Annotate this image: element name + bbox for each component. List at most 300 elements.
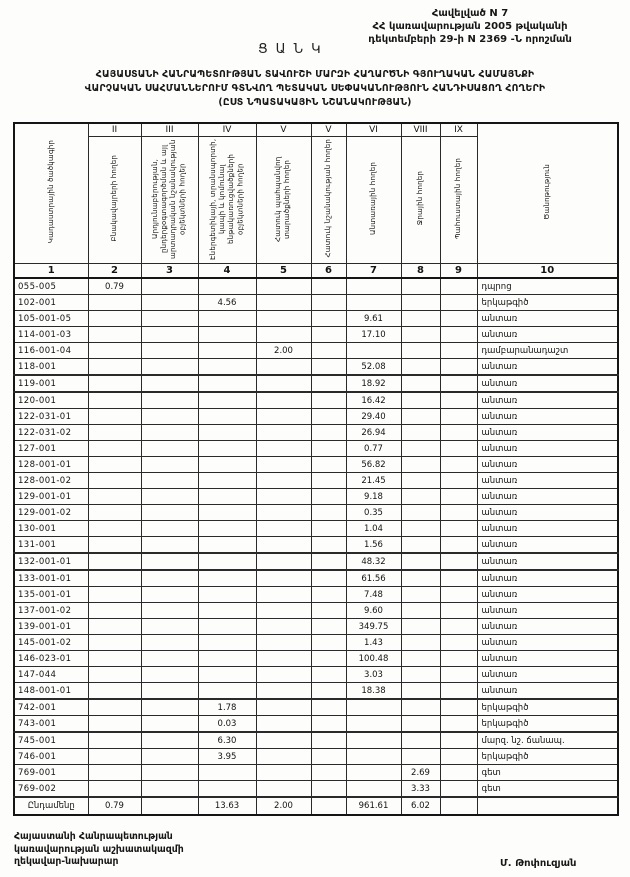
area-value-cell <box>440 716 477 733</box>
table-row <box>14 749 618 765</box>
area-value-cell <box>88 667 141 683</box>
area-value-cell <box>141 537 198 554</box>
area-value-cell <box>198 473 256 489</box>
area-value-cell <box>311 425 346 441</box>
area-value-cell <box>141 392 198 409</box>
area-value-cell <box>440 457 477 473</box>
table-row <box>14 781 618 798</box>
cadastral-code-cell: 129-001-01 <box>14 489 88 505</box>
note-cell: անտառ <box>477 457 618 473</box>
area-value-cell <box>88 699 141 716</box>
note-cell: անտառ <box>477 473 618 489</box>
area-value-cell <box>141 327 198 343</box>
total-value-cell: 0.79 <box>88 797 141 815</box>
area-value-cell <box>401 473 440 489</box>
note-cell: երկաթգիծ <box>477 716 618 733</box>
area-value-cell <box>401 278 440 295</box>
cadastral-code-cell: 145-001-02 <box>14 635 88 651</box>
area-value-cell <box>198 619 256 635</box>
area-value-cell <box>256 732 311 749</box>
area-value-cell <box>401 521 440 537</box>
area-value-cell <box>141 553 198 570</box>
area-value-cell: 3.03 <box>346 667 401 683</box>
cadastral-code-cell: 055-005 <box>14 278 88 295</box>
signatory-name: Մ. Թոփուզյան <box>500 858 577 869</box>
col-header-9-label: Պահուստային հողեր <box>453 158 462 239</box>
note-cell: անտառ <box>477 521 618 537</box>
area-value-cell: 7.48 <box>346 587 401 603</box>
col-header-8 <box>401 137 440 264</box>
column-number-9: 9 <box>440 264 477 279</box>
column-number-2: 2 <box>88 264 141 279</box>
roman-numeral-col-9: IX <box>440 123 477 137</box>
area-value-cell: 48.32 <box>346 553 401 570</box>
area-value-cell <box>198 409 256 425</box>
area-value-cell <box>311 732 346 749</box>
column-number-7: 7 <box>346 264 401 279</box>
area-value-cell <box>256 537 311 554</box>
total-label: Ընդամենը <box>14 797 88 815</box>
col-header-2 <box>88 137 141 264</box>
cadastral-code-cell: 746-001 <box>14 749 88 765</box>
area-value-cell <box>440 553 477 570</box>
area-value-cell <box>311 587 346 603</box>
column-number-10: 10 <box>477 264 618 279</box>
area-value-cell <box>401 425 440 441</box>
total-value-cell: 961.61 <box>346 797 401 815</box>
roman-numeral-col-6: V <box>311 123 346 137</box>
area-value-cell <box>141 732 198 749</box>
note-cell: երկաթգիծ <box>477 699 618 716</box>
area-value-cell <box>141 521 198 537</box>
cadastral-code-cell: 743-001 <box>14 716 88 733</box>
table-row <box>14 311 618 327</box>
area-value-cell <box>311 553 346 570</box>
area-value-cell <box>401 570 440 587</box>
area-value-cell <box>440 667 477 683</box>
area-value-cell <box>88 716 141 733</box>
area-value-cell <box>141 603 198 619</box>
table-row <box>14 343 618 359</box>
area-value-cell <box>440 521 477 537</box>
area-value-cell <box>440 278 477 295</box>
table-row <box>14 587 618 603</box>
area-value-cell <box>88 505 141 521</box>
area-value-cell <box>256 311 311 327</box>
area-value-cell <box>198 553 256 570</box>
cadastral-code-cell: 742-001 <box>14 699 88 716</box>
table-row <box>14 619 618 635</box>
area-value-cell <box>88 441 141 457</box>
area-value-cell <box>311 651 346 667</box>
area-value-cell <box>440 441 477 457</box>
table-row <box>14 651 618 667</box>
header-number-row <box>14 264 618 279</box>
area-value-cell <box>440 699 477 716</box>
area-value-cell <box>401 359 440 376</box>
total-value-cell: 13.63 <box>198 797 256 815</box>
area-value-cell <box>440 651 477 667</box>
cadastral-code-cell: 146-023-01 <box>14 651 88 667</box>
area-value-cell <box>256 425 311 441</box>
area-value-cell <box>198 489 256 505</box>
area-value-cell <box>401 295 440 311</box>
area-value-cell <box>401 667 440 683</box>
area-value-cell <box>198 667 256 683</box>
total-value-cell <box>141 797 198 815</box>
area-value-cell: 18.38 <box>346 683 401 700</box>
note-cell: անտառ <box>477 683 618 700</box>
area-value-cell <box>440 327 477 343</box>
area-value-cell: 61.56 <box>346 570 401 587</box>
col-header-9 <box>440 137 477 264</box>
area-value-cell: 17.10 <box>346 327 401 343</box>
area-value-cell <box>88 392 141 409</box>
roman-numeral-col-8: VIII <box>401 123 440 137</box>
area-value-cell <box>88 765 141 781</box>
area-value-cell <box>440 619 477 635</box>
cadastral-code-cell: 122-031-02 <box>14 425 88 441</box>
roman-numeral-col-5: V <box>256 123 311 137</box>
area-value-cell <box>198 603 256 619</box>
area-value-cell <box>440 732 477 749</box>
area-value-cell <box>141 667 198 683</box>
area-value-cell <box>311 359 346 376</box>
note-cell: անտառ <box>477 327 618 343</box>
area-value-cell <box>256 375 311 392</box>
area-value-cell: 56.82 <box>346 457 401 473</box>
area-value-cell: 2.69 <box>401 765 440 781</box>
area-value-cell <box>311 327 346 343</box>
area-value-cell <box>198 587 256 603</box>
area-value-cell <box>311 537 346 554</box>
cadastral-code-cell: 769-001 <box>14 765 88 781</box>
cadastral-code-cell: 119-001 <box>14 375 88 392</box>
area-value-cell <box>88 537 141 554</box>
table-row <box>14 473 618 489</box>
table-row <box>14 278 618 295</box>
cadastral-code-cell: 105-001-05 <box>14 311 88 327</box>
area-value-cell <box>311 683 346 700</box>
area-value-cell <box>401 311 440 327</box>
area-value-cell <box>440 587 477 603</box>
col-header-cadastral-code <box>14 123 88 264</box>
area-value-cell <box>256 553 311 570</box>
area-value-cell <box>198 441 256 457</box>
area-value-cell <box>440 749 477 765</box>
col-header-note <box>477 123 618 264</box>
issuer-line-1: Հայաստանի Հանրապետության <box>14 831 173 842</box>
area-value-cell <box>311 716 346 733</box>
document-title <box>8 68 622 110</box>
area-value-cell <box>198 651 256 667</box>
area-value-cell <box>440 311 477 327</box>
area-value-cell <box>141 311 198 327</box>
table-row <box>14 603 618 619</box>
table-row <box>14 553 618 570</box>
area-value-cell <box>88 521 141 537</box>
note-cell: անտառ <box>477 311 618 327</box>
area-value-cell <box>440 295 477 311</box>
area-value-cell: 29.40 <box>346 409 401 425</box>
area-value-cell <box>401 505 440 521</box>
area-value-cell <box>141 441 198 457</box>
area-value-cell <box>88 570 141 587</box>
state-lands-table <box>13 122 619 816</box>
cadastral-code-cell: 128-001-01 <box>14 457 88 473</box>
cadastral-code-cell: 128-001-02 <box>14 473 88 489</box>
total-value-cell <box>440 797 477 815</box>
cadastral-code-cell: 135-001-01 <box>14 587 88 603</box>
area-value-cell <box>311 311 346 327</box>
area-value-cell <box>401 489 440 505</box>
cadastral-code-cell: 120-001 <box>14 392 88 409</box>
col-header-6 <box>311 137 346 264</box>
area-value-cell <box>346 699 401 716</box>
total-value-cell: 2.00 <box>256 797 311 815</box>
area-value-cell <box>401 375 440 392</box>
cadastral-code-cell: 745-001 <box>14 732 88 749</box>
note-cell: անտառ <box>477 603 618 619</box>
area-value-cell <box>141 651 198 667</box>
area-value-cell <box>401 409 440 425</box>
area-value-cell <box>141 505 198 521</box>
table-row <box>14 699 618 716</box>
area-value-cell <box>141 359 198 376</box>
area-value-cell <box>88 603 141 619</box>
area-value-cell <box>401 327 440 343</box>
area-value-cell <box>256 505 311 521</box>
area-value-cell <box>311 505 346 521</box>
area-value-cell <box>440 359 477 376</box>
area-value-cell <box>256 570 311 587</box>
area-value-cell <box>141 699 198 716</box>
area-value-cell <box>440 343 477 359</box>
appendix-line-3: դեկտեմբերի 29-ի N 2369 -Ն որոշման <box>368 34 572 45</box>
area-value-cell <box>346 732 401 749</box>
col-header-cadastral-code-label: Կադաստրային ծածկագիր <box>46 140 55 244</box>
area-value-cell <box>440 537 477 554</box>
area-value-cell <box>141 295 198 311</box>
area-value-cell <box>346 781 401 798</box>
note-cell: անտառ <box>477 537 618 554</box>
area-value-cell <box>198 505 256 521</box>
col-header-2-label: Բնակավայրերի հողեր <box>109 155 118 242</box>
area-value-cell: 0.77 <box>346 441 401 457</box>
note-cell: անտառ <box>477 587 618 603</box>
area-value-cell <box>256 651 311 667</box>
appendix-line-1: Հավելված N 7 <box>431 8 509 19</box>
area-value-cell <box>311 392 346 409</box>
area-value-cell <box>256 359 311 376</box>
area-value-cell <box>401 732 440 749</box>
header-roman-row <box>14 123 618 137</box>
area-value-cell <box>440 683 477 700</box>
area-value-cell: 4.56 <box>198 295 256 311</box>
area-value-cell <box>198 311 256 327</box>
note-cell: անտառ <box>477 489 618 505</box>
area-value-cell: 6.30 <box>198 732 256 749</box>
area-value-cell <box>256 619 311 635</box>
area-value-cell: 26.94 <box>346 425 401 441</box>
area-value-cell <box>256 392 311 409</box>
area-value-cell <box>88 295 141 311</box>
note-cell: անտառ <box>477 667 618 683</box>
cadastral-code-cell: 139-001-01 <box>14 619 88 635</box>
area-value-cell <box>440 375 477 392</box>
table-row <box>14 667 618 683</box>
area-value-cell <box>198 278 256 295</box>
col-header-note-label: Ծանոթություն <box>542 164 551 220</box>
col-header-3-label: Արդյունաբերության, ընդերքօգտագործման և այլ արտադրական նշանակության օբյեկտների հողեր <box>151 138 187 259</box>
area-value-cell <box>256 781 311 798</box>
area-value-cell <box>141 489 198 505</box>
area-value-cell <box>440 765 477 781</box>
column-number-4: 4 <box>198 264 256 279</box>
area-value-cell <box>311 441 346 457</box>
area-value-cell <box>440 489 477 505</box>
area-value-cell <box>311 781 346 798</box>
col-header-6-label: Հատուկ նշանակության հողեր <box>323 139 332 258</box>
appendix-reference <box>320 7 620 46</box>
area-value-cell <box>198 359 256 376</box>
area-value-cell <box>311 343 346 359</box>
area-value-cell <box>346 749 401 765</box>
table-row <box>14 295 618 311</box>
document-type-heading: ՑԱՆԿ <box>258 42 329 57</box>
area-value-cell <box>311 521 346 537</box>
area-value-cell <box>311 409 346 425</box>
area-value-cell: 1.56 <box>346 537 401 554</box>
area-value-cell <box>440 473 477 489</box>
area-value-cell: 16.42 <box>346 392 401 409</box>
area-value-cell <box>141 457 198 473</box>
table-row <box>14 716 618 733</box>
column-number-1: 1 <box>14 264 88 279</box>
area-value-cell <box>440 425 477 441</box>
area-value-cell <box>88 683 141 700</box>
area-value-cell <box>256 473 311 489</box>
area-value-cell <box>401 651 440 667</box>
col-header-4-label: Էներգետիկայի, տրանսպորտի, կապի և կոմունալ ենթակառուցվածքների օբյեկտների հողեր <box>208 137 245 260</box>
area-value-cell <box>88 359 141 376</box>
area-value-cell <box>141 570 198 587</box>
area-value-cell <box>141 375 198 392</box>
area-value-cell <box>311 570 346 587</box>
table-row <box>14 505 618 521</box>
table-row <box>14 392 618 409</box>
note-cell: անտառ <box>477 425 618 441</box>
cadastral-code-cell: 114-001-03 <box>14 327 88 343</box>
roman-numeral-col-4: IV <box>198 123 256 137</box>
area-value-cell: 100.48 <box>346 651 401 667</box>
total-note-cell <box>477 797 618 815</box>
table-row <box>14 765 618 781</box>
cadastral-code-cell: 148-001-01 <box>14 683 88 700</box>
cadastral-code-cell: 118-001 <box>14 359 88 376</box>
issuer-line-2: կառավարության աշխատակազմի <box>14 843 184 855</box>
table-row <box>14 425 618 441</box>
area-value-cell <box>198 343 256 359</box>
column-number-3: 3 <box>141 264 198 279</box>
area-value-cell <box>440 505 477 521</box>
table-row <box>14 375 618 392</box>
cadastral-code-cell: 129-001-02 <box>14 505 88 521</box>
column-number-5: 5 <box>256 264 311 279</box>
area-value-cell <box>346 716 401 733</box>
area-value-cell <box>311 489 346 505</box>
area-value-cell <box>256 635 311 651</box>
issuer-line-3: ղեկավար-նախարար <box>14 856 119 868</box>
note-cell: անտառ <box>477 635 618 651</box>
note-cell: դպրոց <box>477 278 618 295</box>
area-value-cell <box>311 699 346 716</box>
area-value-cell <box>198 457 256 473</box>
area-value-cell <box>141 473 198 489</box>
area-value-cell <box>198 521 256 537</box>
cadastral-code-cell: 137-001-02 <box>14 603 88 619</box>
table-row <box>14 327 618 343</box>
total-row <box>14 797 618 815</box>
area-value-cell <box>141 765 198 781</box>
area-value-cell <box>256 765 311 781</box>
area-value-cell <box>401 457 440 473</box>
area-value-cell <box>401 343 440 359</box>
area-value-cell <box>88 473 141 489</box>
area-value-cell <box>88 732 141 749</box>
table-row <box>14 635 618 651</box>
note-cell: գետ <box>477 765 618 781</box>
area-value-cell: 0.35 <box>346 505 401 521</box>
area-value-cell <box>311 603 346 619</box>
note-cell: անտառ <box>477 359 618 376</box>
note-cell: երկաթգիծ <box>477 749 618 765</box>
note-cell: անտառ <box>477 375 618 392</box>
area-value-cell: 3.95 <box>198 749 256 765</box>
area-value-cell <box>198 570 256 587</box>
table-row <box>14 441 618 457</box>
col-header-3 <box>141 137 198 264</box>
area-value-cell: 0.03 <box>198 716 256 733</box>
note-cell: անտառ <box>477 570 618 587</box>
area-value-cell <box>141 683 198 700</box>
area-value-cell <box>141 343 198 359</box>
cadastral-code-cell: 127-001 <box>14 441 88 457</box>
area-value-cell <box>198 327 256 343</box>
area-value-cell <box>256 699 311 716</box>
total-value-cell: 6.02 <box>401 797 440 815</box>
table-row <box>14 489 618 505</box>
area-value-cell <box>141 619 198 635</box>
table-row <box>14 537 618 554</box>
area-value-cell: 1.04 <box>346 521 401 537</box>
area-value-cell <box>311 278 346 295</box>
note-cell: գետ <box>477 781 618 798</box>
note-cell: անտառ <box>477 409 618 425</box>
note-cell: դամբարանադաշտ <box>477 343 618 359</box>
area-value-cell <box>88 651 141 667</box>
table-row <box>14 683 618 700</box>
cadastral-code-cell: 769-002 <box>14 781 88 798</box>
area-value-cell: 52.08 <box>346 359 401 376</box>
area-value-cell <box>401 392 440 409</box>
total-value-cell <box>311 797 346 815</box>
area-value-cell <box>198 765 256 781</box>
col-header-7 <box>346 137 401 264</box>
area-value-cell <box>311 749 346 765</box>
area-value-cell <box>256 457 311 473</box>
area-value-cell: 9.61 <box>346 311 401 327</box>
